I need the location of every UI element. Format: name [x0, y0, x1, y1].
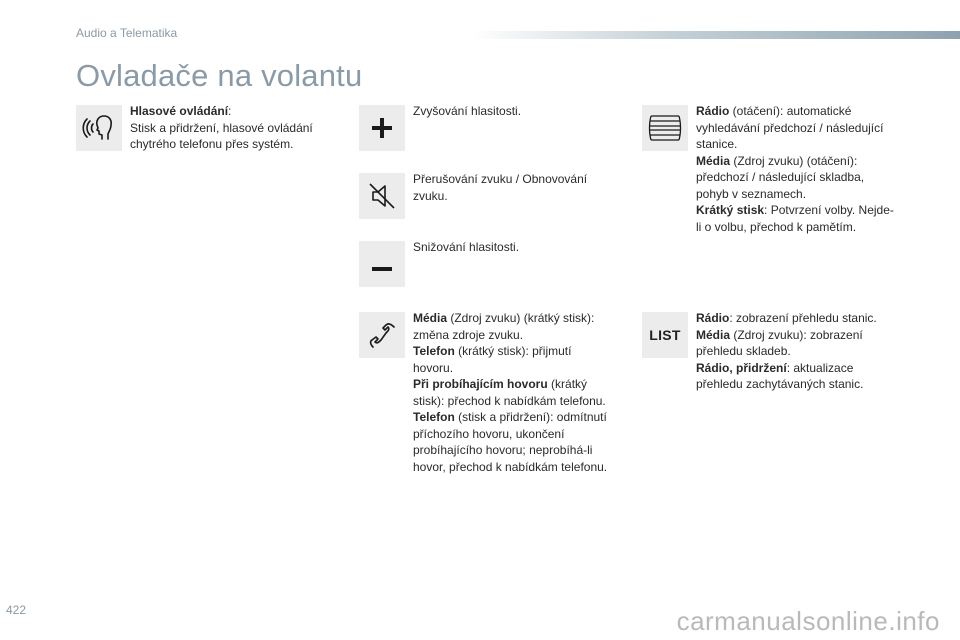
list-description: Rádio: zobrazení přehledu stanic. Média (Zdroj zvuku): zobrazení přehledu skladeb. Rádio, přidržení: aktualizace přehledu zachytávaných stanic. [696, 311, 877, 391]
thumbwheel-icon [642, 105, 688, 151]
phone-description: Média (Zdroj zvuku) (krátký stisk): změna zdroje zvuku. Telefon (krátký stisk): přijmutí hovoru. Při probíhajícím hovoru (krátký stisk): přechod k nabídkám telefonu. Telefon (stisk a přidržení): odmítnutí příchozího hovoru, ukončení probíhajícího hovoru; neprobíhá-li hovor, přechod k nabídkám telefonu. [413, 311, 608, 474]
list-button-icon [642, 312, 688, 358]
page-title: Ovladače na volantu [76, 58, 363, 93]
list-icon-label: LIST [649, 327, 681, 343]
mute-description: Přerušování zvuku / Obnovování zvuku. [413, 172, 588, 203]
voice-command-description: Hlasové ovládání: Stisk a přidržení, hlasové ovládání chytrého telefonu přes systém. [130, 104, 313, 151]
voice-command-label: Hlasové ovládání [130, 104, 229, 118]
page-number: 422 [6, 603, 27, 617]
plus-icon [359, 105, 405, 151]
phone-icon [359, 312, 405, 358]
section-header: Audio a Telematika [76, 26, 178, 40]
voice-command-icon [76, 105, 122, 151]
volume-up-description: Zvyšování hlasitosti. [413, 104, 522, 118]
mute-icon [359, 173, 405, 219]
thumbwheel-description: Rádio (otáčení): automatické vyhledávání předchozí / následující stanice. Média (Zdroj zvuku) (otáčení): předchozí / následující skladba, pohyb v seznamech. Krátký stisk: Potvrzení volby. Nejde- li o volbu, přechod k pamětím. [696, 104, 894, 234]
volume-down-description: Snižování hlasitosti. [413, 240, 520, 254]
watermark: carmanualsonline.info [676, 606, 940, 636]
minus-icon [359, 241, 405, 287]
header-decoration-bar [470, 31, 960, 39]
